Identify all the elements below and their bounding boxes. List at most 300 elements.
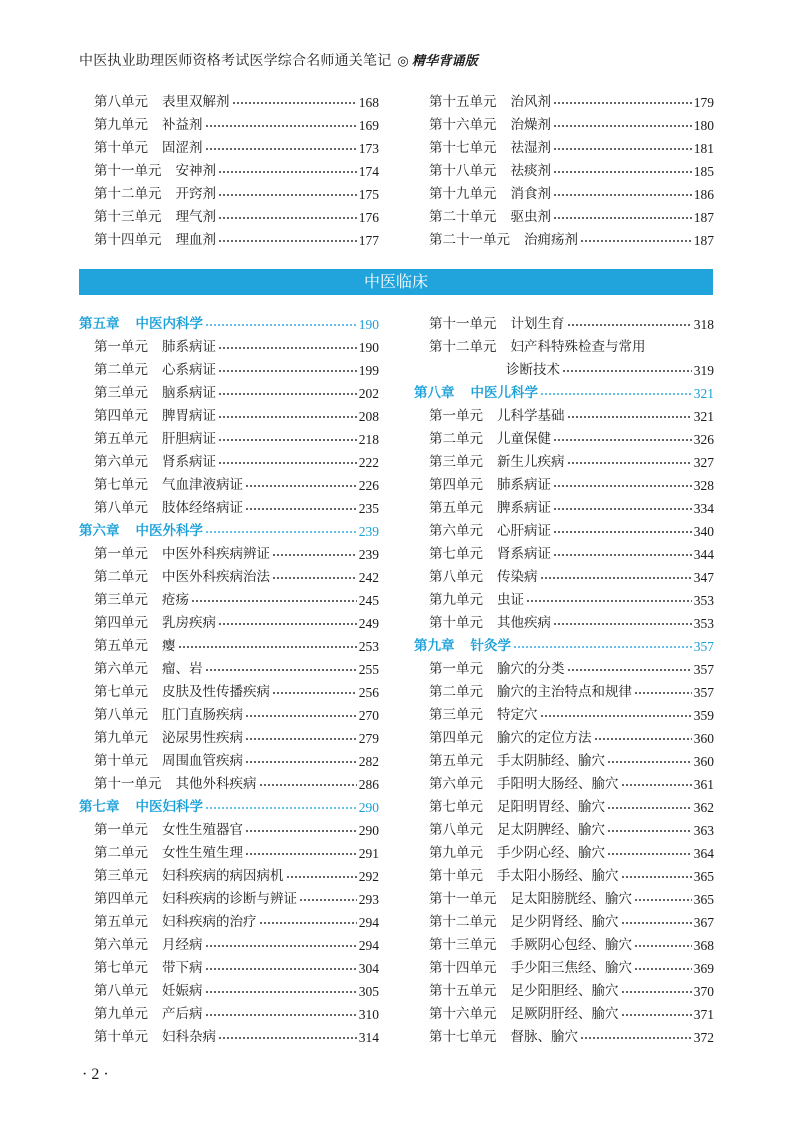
- entry-number: 第二单元: [429, 431, 483, 447]
- entry-number: 第十四单元: [94, 232, 162, 248]
- toc-unit-entry[interactable]: [414, 91, 714, 114]
- entry-title: 开窍剂: [175, 186, 216, 202]
- toc-unit-entry[interactable]: [414, 589, 714, 612]
- entry-title: 脾系病证: [497, 500, 551, 516]
- entry-page-number: 340: [693, 524, 714, 539]
- entry-number: 第五单元: [429, 753, 483, 769]
- entry-page-number: 327: [693, 455, 714, 470]
- toc-unit-entry[interactable]: [414, 1026, 714, 1049]
- entry-number: 第四单元: [94, 615, 148, 631]
- entry-title: 手阳明大肠经、腧穴: [497, 776, 619, 792]
- entry-page-number: 290: [358, 823, 379, 838]
- dot-leader: [178, 646, 357, 648]
- dot-leader: [245, 830, 357, 832]
- entry-number: 第十二单元: [429, 914, 497, 930]
- entry-page-number: 222: [358, 455, 379, 470]
- entry-title: 妇科疾病的诊断与辨证: [162, 891, 297, 907]
- dot-leader: [272, 577, 357, 579]
- entry-title: 中医妇科学: [135, 799, 203, 815]
- toc-unit-entry[interactable]: [79, 543, 379, 566]
- entry-page-number: 357: [693, 639, 714, 654]
- entry-title: 泌尿男性疾病: [162, 730, 243, 746]
- toc-top-left: [79, 91, 379, 252]
- toc-unit-entry[interactable]: [79, 474, 379, 497]
- toc-unit-entry[interactable]: [414, 359, 714, 382]
- toc-unit-entry[interactable]: [79, 229, 379, 252]
- entry-page-number: 168: [358, 95, 379, 110]
- dot-leader: [272, 692, 357, 694]
- entry-number: 第四单元: [429, 477, 483, 493]
- dot-leader: [553, 439, 692, 441]
- dot-leader: [621, 922, 692, 924]
- entry-number: 第十七单元: [429, 140, 497, 156]
- entry-page-number: 202: [358, 386, 379, 401]
- entry-page-number: 326: [693, 432, 714, 447]
- entry-page-number: 360: [693, 731, 714, 746]
- entry-page-number: 253: [358, 639, 379, 654]
- entry-number: 第三单元: [429, 454, 483, 470]
- entry-page-number: 369: [693, 961, 714, 976]
- entry-number: 第八单元: [94, 500, 148, 516]
- entry-title: 乳房疾病: [162, 615, 216, 631]
- book-title: 中医执业助理医师资格考试医学综合名师通关笔记: [79, 53, 392, 69]
- entry-page-number: 242: [358, 570, 379, 585]
- toc-unit-entry[interactable]: [79, 750, 379, 773]
- entry-title: 心肝病证: [497, 523, 551, 539]
- toc-left-column: [79, 313, 379, 1049]
- dot-leader: [191, 600, 357, 602]
- entry-title: 皮肤及性传播疾病: [162, 684, 270, 700]
- entry-number: 第十七单元: [429, 1029, 497, 1045]
- dot-leader: [245, 485, 357, 487]
- dot-leader: [218, 393, 357, 395]
- dot-leader: [567, 669, 692, 671]
- entry-page-number: 256: [358, 685, 379, 700]
- entry-number: 第十单元: [94, 1029, 148, 1045]
- entry-number: 第六章: [79, 523, 120, 539]
- page-number: · 2 ·: [82, 1066, 109, 1083]
- toc-unit-entry[interactable]: [414, 566, 714, 589]
- entry-number: 第五单元: [94, 914, 148, 930]
- entry-page-number: 249: [358, 616, 379, 631]
- entry-number: 第一单元: [94, 546, 148, 562]
- toc-top-right: [414, 91, 714, 252]
- entry-title: 手厥阴心包经、腧穴: [510, 937, 632, 953]
- dot-leader: [607, 807, 692, 809]
- toc-unit-entry[interactable]: [79, 911, 379, 934]
- entry-title: 祛痰剂: [510, 163, 551, 179]
- entry-number: 第十一单元: [94, 163, 162, 179]
- entry-number: 第九章: [414, 638, 455, 654]
- toc-unit-entry[interactable]: [79, 359, 379, 382]
- entry-number: 第三单元: [94, 868, 148, 884]
- entry-number: 第六单元: [94, 937, 148, 953]
- entry-title: 足少阴肾经、腧穴: [510, 914, 619, 930]
- entry-title: 手少阴心经、腧穴: [497, 845, 605, 861]
- entry-page-number: 344: [693, 547, 714, 562]
- entry-number: 第二单元: [94, 362, 148, 378]
- entry-number: 第八单元: [94, 94, 148, 110]
- entry-number: 第七单元: [94, 960, 148, 976]
- toc-chapter-entry[interactable]: [414, 635, 714, 658]
- toc-unit-entry[interactable]: [79, 704, 379, 727]
- entry-title: 特定穴: [497, 707, 538, 723]
- toc-unit-entry[interactable]: [414, 1003, 714, 1026]
- dot-leader: [553, 125, 692, 127]
- entry-page-number: 293: [358, 892, 379, 907]
- entry-number: 第八单元: [94, 983, 148, 999]
- entry-page-number: 239: [358, 524, 379, 539]
- toc-unit-entry[interactable]: [79, 183, 379, 206]
- toc-unit-entry[interactable]: [79, 336, 379, 359]
- toc-unit-entry[interactable]: [79, 206, 379, 229]
- toc-unit-entry[interactable]: [414, 911, 714, 934]
- dot-leader: [567, 324, 692, 326]
- entry-page-number: 361: [693, 777, 714, 792]
- entry-page-number: 365: [693, 869, 714, 884]
- dot-leader: [232, 102, 357, 104]
- toc-unit-entry[interactable]: [79, 382, 379, 405]
- entry-title: 带下病: [162, 960, 203, 976]
- toc-unit-entry[interactable]: [414, 842, 714, 865]
- toc-unit-entry[interactable]: [414, 520, 714, 543]
- dot-leader: [607, 830, 692, 832]
- running-header: [79, 50, 719, 70]
- entry-page-number: 239: [358, 547, 379, 562]
- entry-page-number: 187: [693, 233, 714, 248]
- entry-number: 第七单元: [94, 477, 148, 493]
- dot-leader: [218, 217, 357, 219]
- dot-leader: [272, 554, 357, 556]
- entry-number: 第三单元: [429, 707, 483, 723]
- entry-number: 第十一单元: [94, 776, 162, 792]
- dot-leader: [553, 531, 692, 533]
- entry-number: 第四单元: [429, 730, 483, 746]
- toc-unit-entry[interactable]: [79, 842, 379, 865]
- entry-title: 治燥剂: [510, 117, 551, 133]
- entry-title: 手太阳小肠经、腧穴: [497, 868, 619, 884]
- entry-number: 第六单元: [429, 523, 483, 539]
- dot-leader: [621, 1014, 692, 1016]
- entry-title: 妇科疾病的病因病机: [162, 868, 284, 884]
- entry-title: 心系病证: [162, 362, 216, 378]
- entry-title: 瘿: [162, 638, 176, 654]
- entry-page-number: 359: [693, 708, 714, 723]
- entry-title: 计划生育: [510, 316, 565, 332]
- dot-leader: [621, 876, 692, 878]
- entry-page-number: 347: [693, 570, 714, 585]
- entry-number: 第一单元: [94, 822, 148, 838]
- entry-number: 第十八单元: [429, 163, 497, 179]
- entry-page-number: 270: [358, 708, 379, 723]
- entry-number: 第五单元: [94, 638, 148, 654]
- entry-title: 虫证: [497, 592, 524, 608]
- dot-leader: [218, 347, 357, 349]
- entry-number: 第二十一单元: [429, 232, 510, 248]
- toc-chapter-entry[interactable]: [414, 382, 714, 405]
- entry-number: 第九单元: [94, 117, 148, 133]
- entry-title: 月经病: [162, 937, 203, 953]
- toc-unit-entry[interactable]: [414, 137, 714, 160]
- toc-unit-entry[interactable]: [79, 451, 379, 474]
- entry-page-number: 199: [358, 363, 379, 378]
- dot-leader: [259, 922, 357, 924]
- entry-title: 理气剂: [175, 209, 216, 225]
- toc-unit-entry[interactable]: [414, 750, 714, 773]
- toc-unit-entry[interactable]: [414, 229, 714, 252]
- entry-title: 传染病: [497, 569, 538, 585]
- toc-unit-entry[interactable]: [79, 819, 379, 842]
- entry-page-number: 173: [358, 141, 379, 156]
- dot-leader: [553, 485, 692, 487]
- toc-unit-entry[interactable]: [79, 865, 379, 888]
- dot-leader: [607, 853, 692, 855]
- toc-chapter-entry[interactable]: [79, 520, 379, 543]
- entry-title: 肺系病证: [162, 339, 216, 355]
- dot-leader: [205, 125, 357, 127]
- toc-unit-entry[interactable]: [79, 957, 379, 980]
- entry-page-number: 360: [693, 754, 714, 769]
- entry-number: 第十六单元: [429, 1006, 497, 1022]
- entry-number: 第九单元: [94, 730, 148, 746]
- toc-unit-entry[interactable]: [79, 635, 379, 658]
- entry-title: 消食剂: [510, 186, 551, 202]
- toc-unit-entry[interactable]: [79, 566, 379, 589]
- toc-unit-entry[interactable]: [414, 313, 714, 336]
- toc-unit-entry[interactable]: [79, 1003, 379, 1026]
- book-subtitle: 精华背诵版: [411, 54, 478, 69]
- entry-number: 第七单元: [94, 684, 148, 700]
- entry-number: 第二单元: [94, 845, 148, 861]
- toc-unit-entry[interactable]: [414, 543, 714, 566]
- toc-unit-entry[interactable]: [79, 589, 379, 612]
- toc-unit-entry[interactable]: [79, 888, 379, 911]
- dot-leader: [634, 968, 692, 970]
- toc-unit-entry[interactable]: [79, 980, 379, 1003]
- entry-number: 第八单元: [94, 707, 148, 723]
- entry-page-number: 304: [358, 961, 379, 976]
- dot-leader: [621, 991, 692, 993]
- entry-title: 督脉、腧穴: [510, 1029, 578, 1045]
- toc-unit-entry[interactable]: [414, 865, 714, 888]
- dot-leader: [562, 370, 692, 372]
- entry-number: 第九单元: [429, 592, 483, 608]
- entry-number: 第二十单元: [429, 209, 497, 225]
- toc-unit-entry[interactable]: [414, 160, 714, 183]
- entry-page-number: 181: [693, 141, 714, 156]
- dot-leader: [553, 623, 692, 625]
- toc-unit-entry[interactable]: [79, 114, 379, 137]
- toc-unit-entry[interactable]: [414, 934, 714, 957]
- dot-leader: [540, 715, 692, 717]
- entry-title: 手少阳三焦经、腧穴: [510, 960, 632, 976]
- toc-unit-entry[interactable]: [79, 160, 379, 183]
- entry-title: 腧穴的分类: [497, 661, 565, 677]
- toc-unit-entry[interactable]: [414, 819, 714, 842]
- dot-leader: [205, 945, 357, 947]
- entry-page-number: 321: [693, 386, 714, 401]
- dot-leader: [218, 462, 357, 464]
- dot-leader: [634, 945, 692, 947]
- toc-unit-entry[interactable]: [79, 497, 379, 520]
- dot-leader: [580, 1037, 692, 1039]
- dot-leader: [553, 171, 692, 173]
- toc-unit-entry[interactable]: [414, 114, 714, 137]
- toc-unit-entry[interactable]: [79, 727, 379, 750]
- toc-unit-entry[interactable]: [414, 612, 714, 635]
- entry-number: 第十四单元: [429, 960, 497, 976]
- entry-number: 第八单元: [429, 822, 483, 838]
- entry-page-number: 371: [693, 1007, 714, 1022]
- toc-unit-entry[interactable]: [79, 428, 379, 451]
- dot-leader: [553, 194, 692, 196]
- entry-page-number: 368: [693, 938, 714, 953]
- dot-leader: [218, 1037, 357, 1039]
- dot-leader: [540, 393, 692, 395]
- entry-page-number: 314: [358, 1030, 379, 1045]
- entry-page-number: 372: [693, 1030, 714, 1045]
- toc-unit-entry[interactable]: [414, 957, 714, 980]
- entry-title: 妇科疾病的治疗: [162, 914, 257, 930]
- toc-unit-entry[interactable]: [414, 681, 714, 704]
- toc-unit-entry[interactable]: [414, 658, 714, 681]
- entry-page-number: 190: [358, 340, 379, 355]
- dot-leader: [205, 531, 357, 533]
- dot-leader: [553, 554, 692, 556]
- dot-leader: [634, 899, 692, 901]
- dot-leader: [553, 102, 692, 104]
- toc-unit-entry[interactable]: [414, 796, 714, 819]
- toc-unit-entry[interactable]: [414, 888, 714, 911]
- entry-title: 中医内科学: [135, 316, 203, 332]
- entry-number: 第九单元: [94, 1006, 148, 1022]
- entry-title: 中医外科疾病辨证: [162, 546, 270, 562]
- entry-title: 补益剂: [162, 117, 203, 133]
- entry-title: 脾胃病证: [162, 408, 216, 424]
- toc-unit-entry[interactable]: [79, 658, 379, 681]
- entry-number: 第七单元: [429, 799, 483, 815]
- entry-page-number: 218: [358, 432, 379, 447]
- dot-leader: [634, 692, 692, 694]
- entry-page-number: 245: [358, 593, 379, 608]
- entry-number: 第六单元: [94, 661, 148, 677]
- entry-title: 腧穴的定位方法: [497, 730, 592, 746]
- toc-unit-entry[interactable]: [414, 474, 714, 497]
- toc-unit-entry[interactable]: [79, 773, 379, 796]
- entry-title: 足少阳胆经、腧穴: [510, 983, 619, 999]
- entry-page-number: 328: [693, 478, 714, 493]
- entry-title: 儿科学基础: [497, 408, 565, 424]
- entry-title: 祛湿剂: [510, 140, 551, 156]
- toc-unit-entry[interactable]: [414, 405, 714, 428]
- entry-page-number: 365: [693, 892, 714, 907]
- dot-leader: [218, 623, 357, 625]
- entry-title: 驱虫剂: [510, 209, 551, 225]
- entry-title: 妇科杂病: [162, 1029, 216, 1045]
- dot-leader: [513, 646, 692, 648]
- dot-leader: [567, 462, 692, 464]
- entry-page-number: 357: [693, 685, 714, 700]
- toc-unit-entry[interactable]: [414, 206, 714, 229]
- entry-page-number: 364: [693, 846, 714, 861]
- dot-leader: [205, 968, 357, 970]
- toc-unit-entry[interactable]: [414, 183, 714, 206]
- entry-title: 周围血管疾病: [162, 753, 243, 769]
- entry-page-number: 334: [693, 501, 714, 516]
- entry-title: 女性生殖生理: [162, 845, 243, 861]
- toc-unit-entry[interactable]: [414, 428, 714, 451]
- entry-title: 手太阴肺经、腧穴: [497, 753, 605, 769]
- entry-number: 第十五单元: [429, 983, 497, 999]
- entry-number: 第十九单元: [429, 186, 497, 202]
- entry-number: 第七章: [79, 799, 120, 815]
- dot-leader: [245, 508, 357, 510]
- circle-bullet-icon: ◎: [397, 54, 409, 69]
- entry-number: 第十三单元: [429, 937, 497, 953]
- entry-page-number: 353: [693, 616, 714, 631]
- entry-title: 女性生殖器官: [162, 822, 243, 838]
- entry-title: 治风剂: [510, 94, 551, 110]
- entry-page-number: 177: [358, 233, 379, 248]
- entry-number: 第十二单元: [429, 339, 497, 355]
- toc-unit-entry[interactable]: [414, 704, 714, 727]
- toc-chapter-entry[interactable]: [79, 796, 379, 819]
- entry-number: 第十六单元: [429, 117, 497, 133]
- entry-title: 中医外科学: [135, 523, 203, 539]
- entry-page-number: 310: [358, 1007, 379, 1022]
- dot-leader: [205, 1014, 357, 1016]
- toc-unit-entry[interactable]: [414, 336, 714, 359]
- dot-leader: [526, 600, 692, 602]
- toc-unit-entry[interactable]: [414, 727, 714, 750]
- entry-page-number: 208: [358, 409, 379, 424]
- toc-unit-entry[interactable]: [79, 612, 379, 635]
- toc-chapter-entry[interactable]: [79, 313, 379, 336]
- toc-unit-entry[interactable]: [79, 934, 379, 957]
- dot-leader: [567, 416, 692, 418]
- entry-page-number: 357: [693, 662, 714, 677]
- entry-number: 第六单元: [94, 454, 148, 470]
- toc-unit-entry[interactable]: [79, 137, 379, 160]
- toc-unit-entry[interactable]: [414, 451, 714, 474]
- entry-page-number: 255: [358, 662, 379, 677]
- dot-leader: [218, 439, 357, 441]
- entry-page-number: 353: [693, 593, 714, 608]
- toc-unit-entry[interactable]: [79, 405, 379, 428]
- dot-leader: [245, 853, 357, 855]
- toc-unit-entry[interactable]: [79, 1026, 379, 1049]
- entry-title: 肢体经络病证: [162, 500, 243, 516]
- entry-page-number: 290: [358, 800, 379, 815]
- entry-page-number: 186: [693, 187, 714, 202]
- toc-unit-entry[interactable]: [79, 681, 379, 704]
- toc-unit-entry[interactable]: [414, 773, 714, 796]
- entry-page-number: 362: [693, 800, 714, 815]
- toc-unit-entry[interactable]: [414, 980, 714, 1003]
- dot-leader: [553, 148, 692, 150]
- entry-number: 第十一单元: [429, 891, 497, 907]
- entry-title: 足厥阴肝经、腧穴: [510, 1006, 619, 1022]
- toc-unit-entry[interactable]: [414, 497, 714, 520]
- entry-number: 第十三单元: [94, 209, 162, 225]
- entry-title: 足太阳膀胱经、腧穴: [510, 891, 632, 907]
- dot-leader: [218, 370, 357, 372]
- entry-number: 第五单元: [94, 431, 148, 447]
- entry-page-number: 292: [358, 869, 379, 884]
- entry-page-number: 319: [693, 363, 714, 378]
- toc-unit-entry[interactable]: [79, 91, 379, 114]
- entry-page-number: 370: [693, 984, 714, 999]
